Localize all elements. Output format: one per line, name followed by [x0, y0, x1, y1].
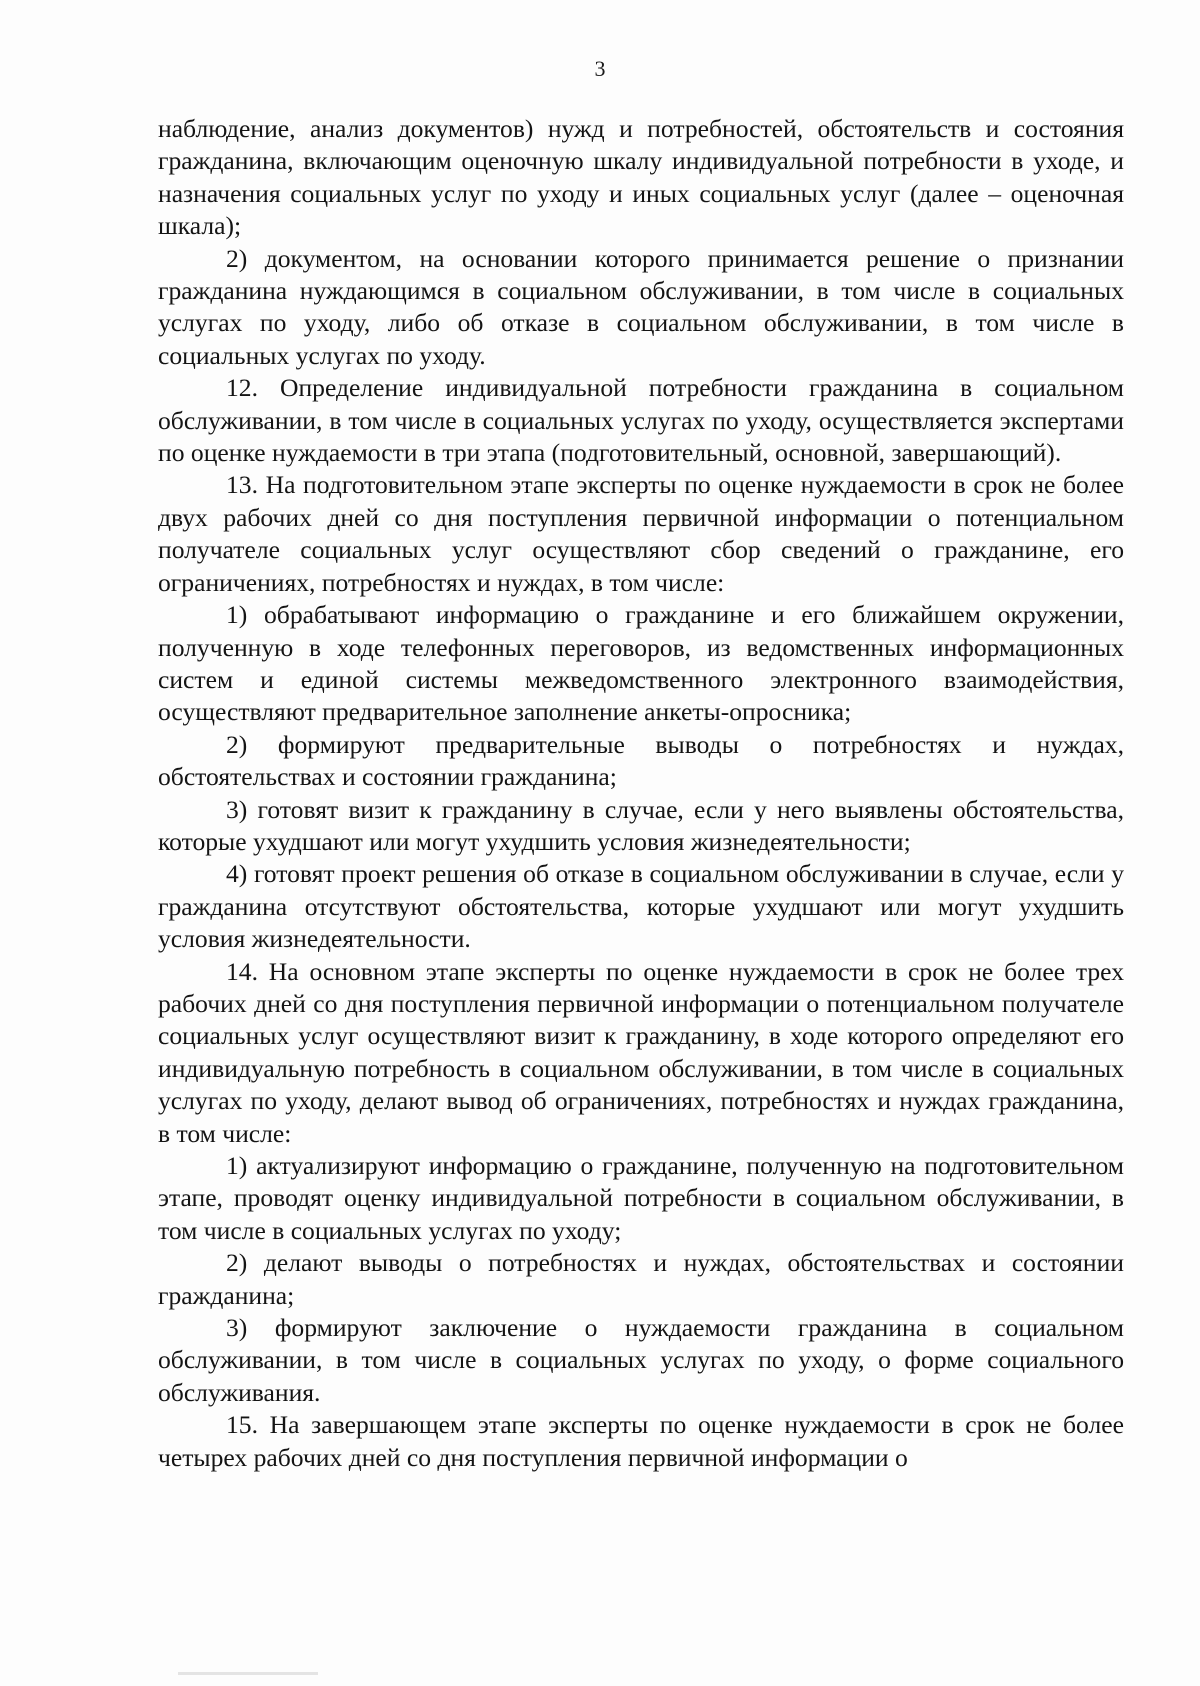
scan-artifact: [178, 1672, 318, 1675]
document-body: [158, 113, 1124, 1474]
paragraph-13-item-1: 1) обрабатывают информацию о гражданине и его ближайшем окружении, полученную в ходе телефонных переговоров, из ведомственных информационных систем и единой системы межведомственного электронного взаимодействия, осуществляют предварительное заполнение анкеты-опросника;: [158, 600, 1124, 727]
paragraph-14-item-2: 2) делают выводы о потребностях и нуждах, обстоятельствах и состоянии гражданина;: [158, 1248, 1124, 1310]
paragraph-continuation: наблюдение, анализ документов) нужд и потребностей, обстоятельств и состояния гражданина, включающим оценочную шкалу индивидуальной потребности в уходе, и назначения социальных услуг по уходу и иных социальных услуг (далее – оценочная шкала);: [158, 114, 1124, 241]
paragraph-13-item-3: 3) готовят визит к гражданину в случае, если у него выявлены обстоятельства, которые ухудшают или могут ухудшить условия жизнедеятельности;: [158, 794, 1124, 856]
paragraph-14-item-1: 1) актуализируют информацию о гражданине, полученную на подготовительном этапе, проводят оценку индивидуальной потребности в социальном обслуживании, в том числе в социальных услугах по уходу;: [158, 1151, 1124, 1245]
paragraph-14-item-3: 3) формируют заключение о нуждаемости гражданина в социальном обслуживании, в том числе в социальных услугах по уходу, о форме социального обслуживания.: [158, 1313, 1124, 1407]
page-number: 3: [594, 56, 606, 81]
paragraph-12: 12. Определение индивидуальной потребности гражданина в социальном обслуживании, в том числе в социальных услугах по уходу, осуществляется экспертами по оценке нуждаемости в три этапа (подготовительный, основной, завершающий).: [158, 373, 1124, 468]
paragraph-15: 15. На завершающем этапе эксперты по оценке нуждаемости в срок не более четырех рабочих дней со дня поступления первичной информации о: [158, 1410, 1124, 1472]
paragraph-item-2: 2) документом, на основании которого принимается решение о признании гражданина нуждающимся в социальном обслуживании, в том числе в социальных услугах по уходу, либо об отказе в социальном обслуживании, в том числе в социальных услугах по уходу.: [158, 243, 1124, 370]
paragraph-13-item-4: 4) готовят проект решения об отказе в социальном обслуживании в случае, если у гражданина отсутствуют обстоятельства, которые ухудшают или могут ухудшить условия жизнедеятельности.: [158, 859, 1124, 954]
paragraph-13-item-2: 2) формируют предварительные выводы о потребностях и нуждах, обстоятельствах и состоянии гражданина;: [158, 729, 1124, 792]
paragraph-13: 13. На подготовительном этапе эксперты по оценке нуждаемости в срок не более двух рабочих дней со дня поступления первичной информации о потенциальном получателе социальных услуг осуществляют сбор сведений о гражданине, его ограничениях, потребностях и нуждах, в том числе:: [158, 470, 1124, 597]
paragraph-14: 14. На основном этапе эксперты по оценке нуждаемости в срок не более трех рабочих дней со дня поступления первичной информации о потенциальном получателе социальных услуг осуществляют визит к гражданину, в ходе которого определяют его индивидуальную потребность в социальном обслуживании, в том числе в социальных услугах по уходу, делают вывод об ограничениях, потребностях и нуждах гражданина, в том числе:: [158, 956, 1124, 1148]
